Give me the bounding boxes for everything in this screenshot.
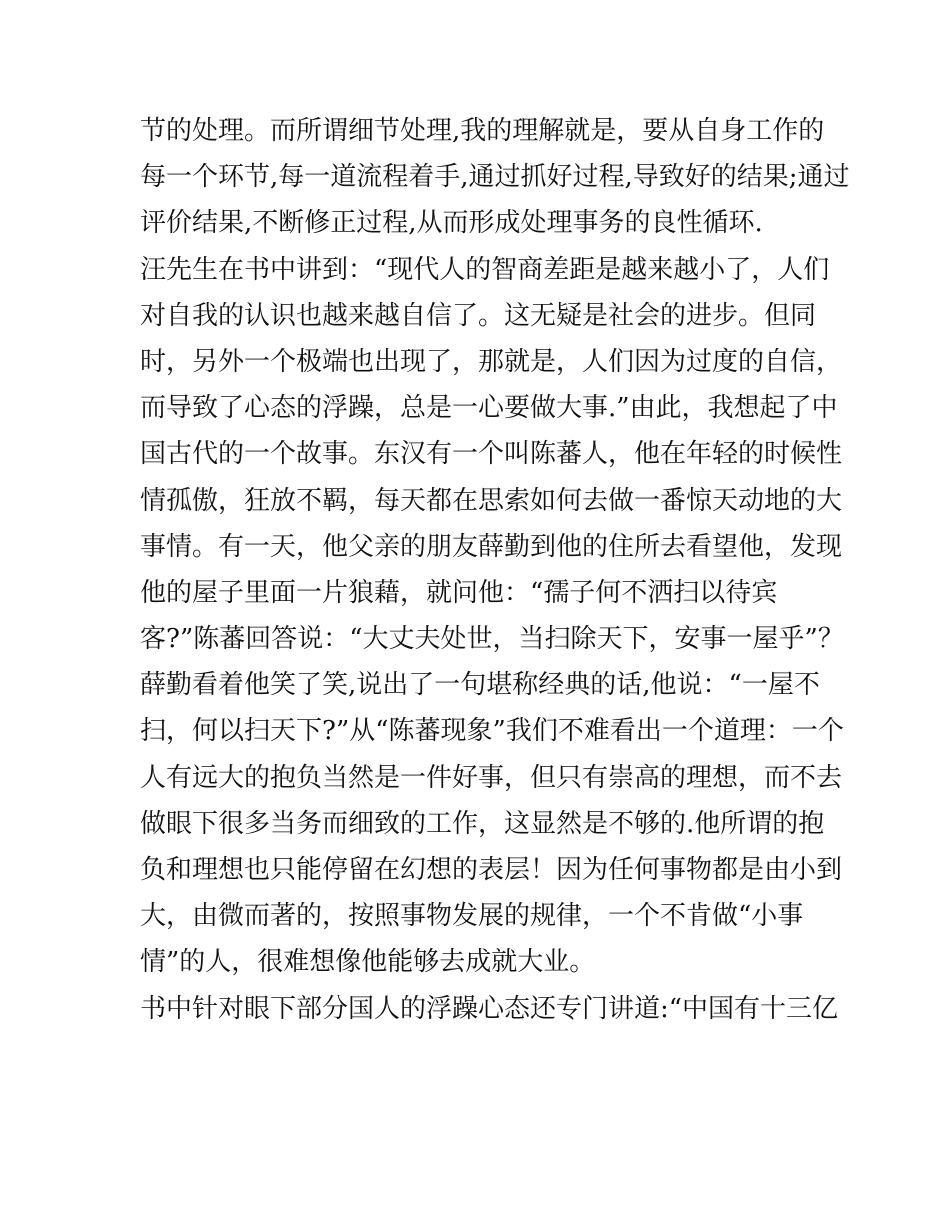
text-line: 书中针对眼下部分国人的浮躁心态还专门讲道:“中国有十三亿 — [140, 993, 839, 1024]
body-text — [140, 108, 850, 1032]
text-line: 薛勤看着他笑了笑,说出了一句堪称经典的话,他说：“一屋不 — [140, 670, 820, 701]
text-line: 情孤傲，狂放不羁，每天都在思索如何去做一番惊天动地的大 — [140, 485, 843, 516]
text-line: 国古代的一个故事。东汉有一个叫陈蕃人，他在年轻的时候性 — [140, 439, 843, 470]
text-line: 人有远大的抱负当然是一件好事，但只有崇高的理想，而不去 — [140, 762, 843, 793]
text-line: 他的屋子里面一片狼藉，就问他：“孺子何不洒扫以待宾 — [140, 577, 778, 608]
text-line: 大，由微而著的，按照事物发展的规律，一个不肯做“小事 — [140, 901, 804, 932]
text-line: 客?”陈蕃回答说：“大丈夫处世，当扫除天下，安事一屋乎”？ — [140, 624, 844, 655]
text-line: 时，另外一个极端也出现了，那就是，人们因为过度的自信， — [140, 346, 843, 377]
text-line: 每一个环节,每一道流程着手,通过抓好过程,导致好的结果;通过 — [140, 162, 850, 193]
text-line: 负和理想也只能停留在幻想的表层！因为任何事物都是由小到 — [140, 855, 843, 885]
text-line: 节的处理。而所谓细节处理,我的理解就是，要从自身工作的 — [140, 116, 825, 146]
text-line: 扫，何以扫天下?”从“陈蕃现象”我们不难看出一个道理：一个 — [140, 716, 844, 747]
text-line: 情”的人，很难想像他能够去成就大业。 — [140, 947, 596, 978]
text-line: 而导致了心态的浮躁，总是一心要做大事.”由此，我想起了中 — [140, 393, 838, 424]
text-line: 汪先生在书中讲到：“现代人的智商差距是越来越小了，人们 — [140, 254, 830, 285]
text-line: 评价结果,不断修正过程,从而形成处理事务的良性循环. — [140, 208, 763, 239]
text-line: 事情。有一天，他父亲的朋友薛勤到他的住所去看望他，发现 — [140, 531, 843, 562]
text-line: 做眼下很多当务而细致的工作，这显然是不够的.他所谓的抱 — [140, 808, 825, 839]
text-line: 对自我的认识也越来越自信了。这无疑是社会的进步。但同 — [140, 300, 817, 331]
